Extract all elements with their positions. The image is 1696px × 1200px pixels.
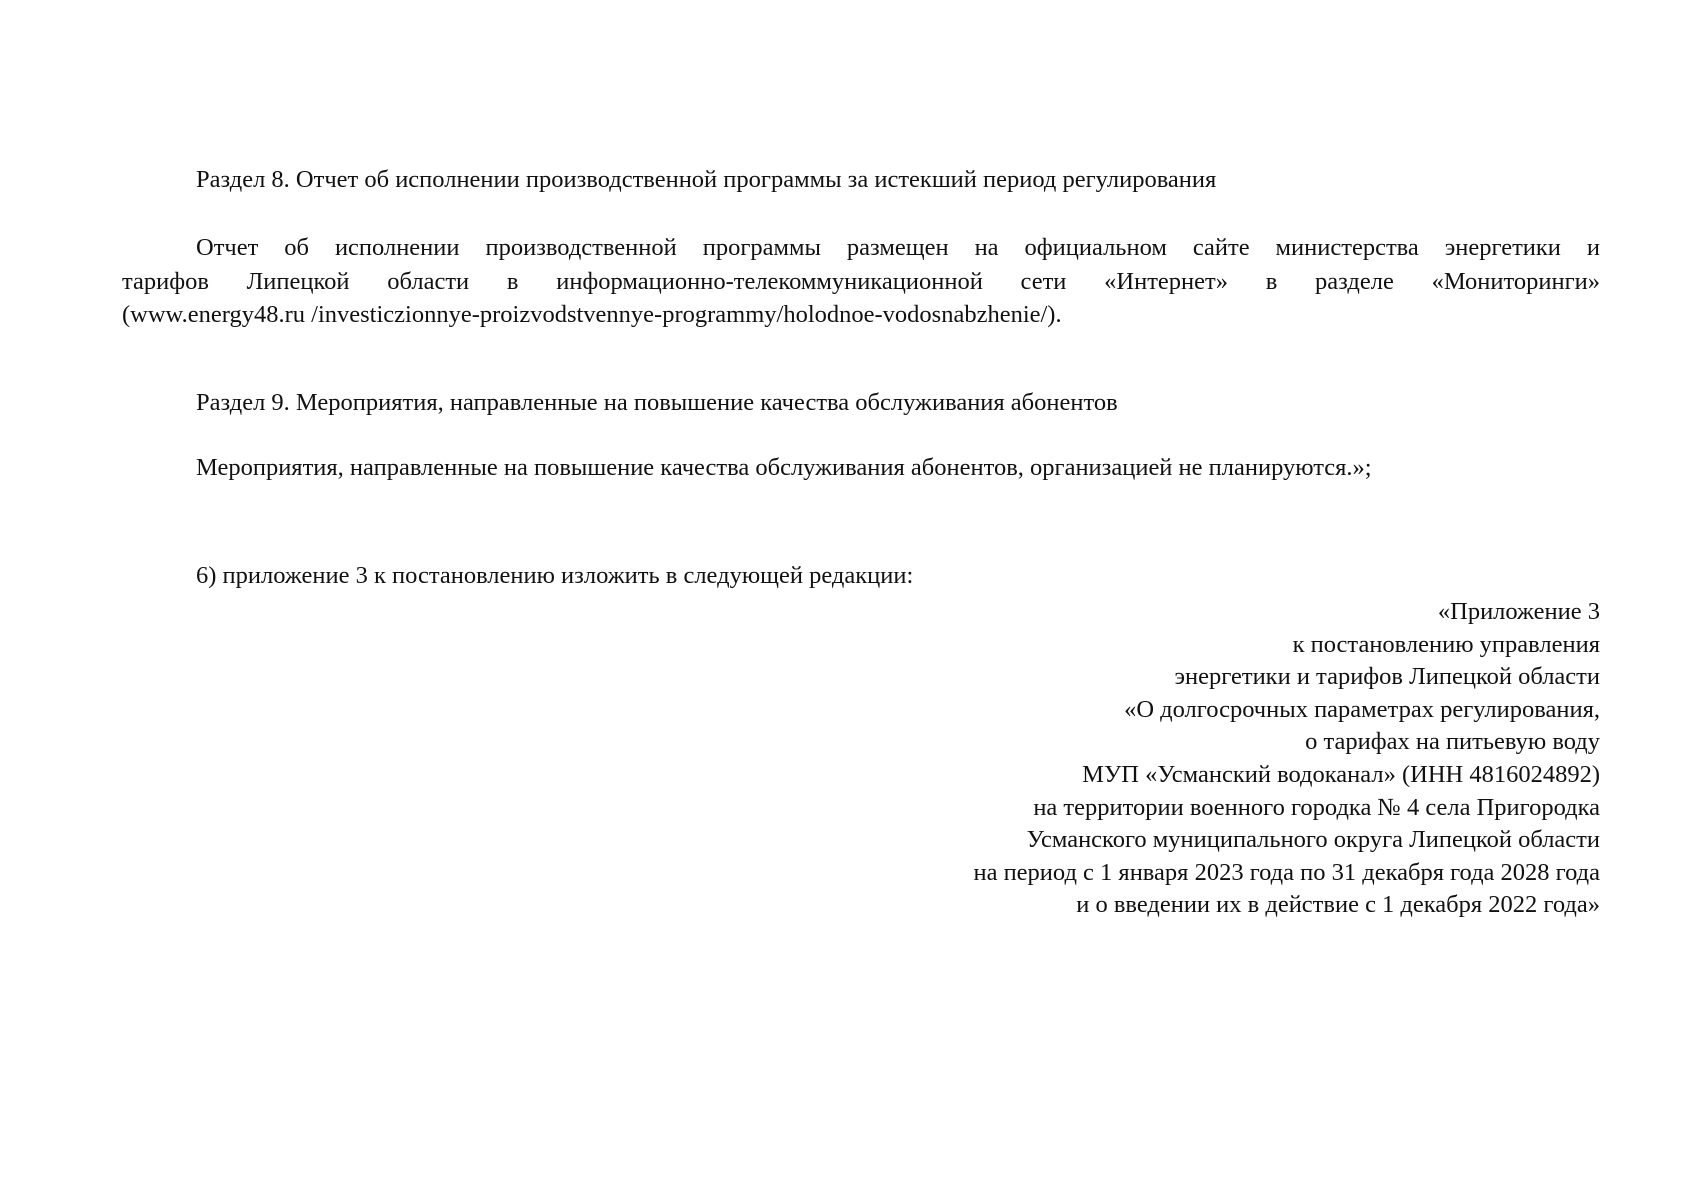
appendix-line: «Приложение 3 [1437, 598, 1600, 625]
appendix-line: на период с 1 января 2023 года по 31 декабря года 2028 года [973, 858, 1600, 886]
section-9-text: Мероприятия, направленные на повышение качества обслуживания абонентов, организацией не планируются.»; [196, 454, 1372, 481]
section-8-line-1: Отчет об исполнении производственной программы размещен на официальном сайте министерства энергетики и [196, 234, 1600, 261]
appendix-line: на территории военного городка № 4 села Пригородка [1033, 793, 1600, 821]
appendix-line: и о введении их в действие с 1 декабря 2022 года» [1076, 891, 1600, 919]
appendix-line: о тарифах на питьевую воду [1305, 728, 1600, 756]
item-6: 6) приложение 3 к постановлению изложить в следующей редакции: [196, 562, 914, 589]
section-9-heading: Раздел 9. Мероприятия, направленные на повышение качества обслуживания абонентов [196, 389, 1118, 416]
appendix-line: энергетики и тарифов Липецкой области [1174, 663, 1600, 691]
appendix-line: Усманского муниципального округа Липецкой области [1026, 826, 1600, 854]
appendix-header [973, 596, 1600, 922]
appendix-line: «О долгосрочных параметрах регулирования, [1124, 695, 1600, 723]
section-8-line-3: (www.energy48.ru /investiczionnye-proizvodstvennye-programmy/holodnoe-vodosnabzhenie/). [122, 301, 1062, 328]
section-8-line-2: тарифов Липецкой области в информационно-телекоммуникационной сети «Интернет» в разделе «Мониторинги» [122, 268, 1600, 295]
appendix-line: к постановлению управления [1292, 630, 1600, 658]
appendix-line: МУП «Усманский водоканал» (ИНН 4816024892) [1082, 760, 1600, 788]
section-8-heading: Раздел 8. Отчет об исполнении производственной программы за истекший период регулирования [196, 166, 1217, 193]
